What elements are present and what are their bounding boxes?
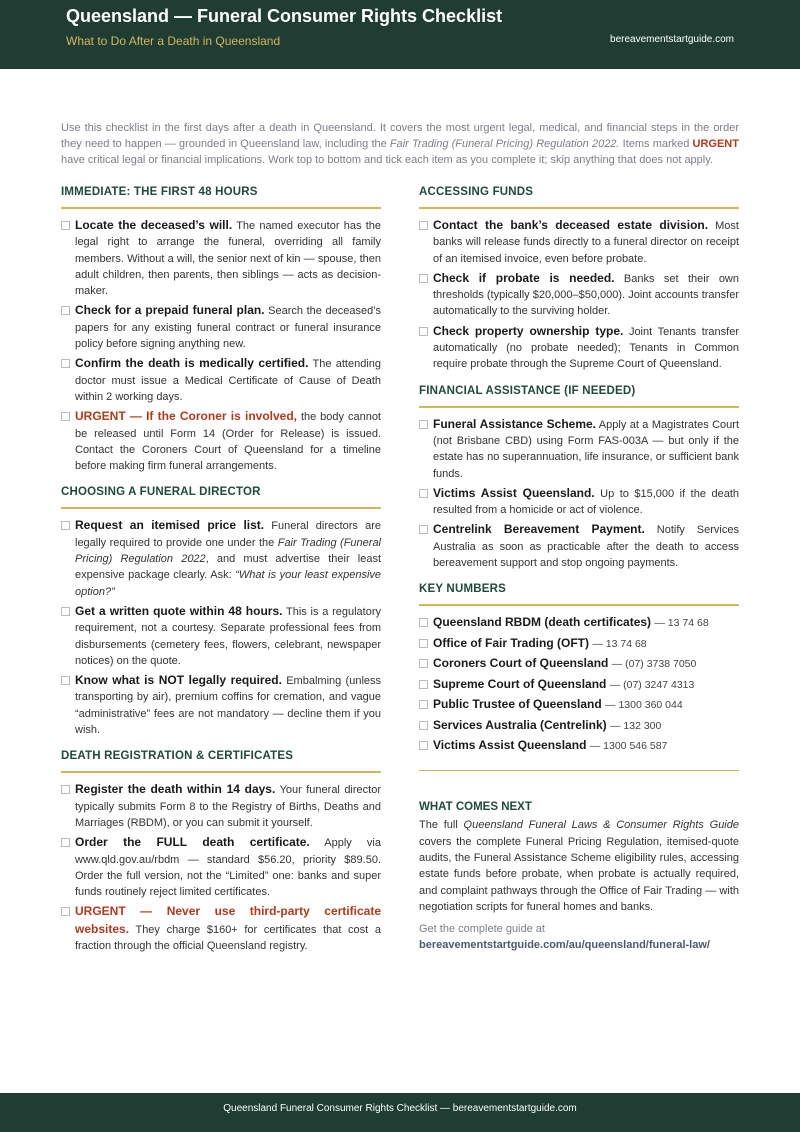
section-divider — [419, 770, 739, 771]
item-lead: Register the death within 14 days. — [75, 782, 276, 797]
checklist-item — [419, 485, 739, 519]
checkbox[interactable] — [61, 907, 70, 916]
contact-item — [419, 696, 739, 713]
section-assistance — [419, 385, 739, 572]
contact-item — [419, 614, 739, 631]
item-text: Search the deceased’s papers for any existing funeral contract or funeral insurance policy before signing anything new. — [75, 305, 381, 351]
item-text: The attending doctor must issue a Medical Certificate of Cause of Death within 2 working days. — [75, 358, 382, 403]
item-lead: Get a written quote within 48 hours. — [75, 603, 283, 618]
item-text: Most banks will release funds directly to a funeral director on receipt of an itemised invoice, even before probate. — [433, 220, 739, 265]
checkbox[interactable] — [419, 700, 428, 709]
item-quote: “What is your least expensive option?” — [75, 569, 381, 598]
checkbox[interactable] — [61, 785, 70, 794]
checkbox[interactable] — [61, 359, 70, 368]
checkbox[interactable] — [61, 412, 70, 421]
intro-text-2: Items marked — [619, 138, 693, 150]
checkbox[interactable] — [419, 489, 428, 498]
item-lead: Check property ownership type. — [433, 323, 624, 338]
contact-item — [419, 737, 739, 754]
what-next-text: The full — [419, 819, 464, 832]
checkbox[interactable] — [419, 221, 428, 230]
contact-number: — (07) 3738 7050 — [611, 658, 697, 671]
checklist-item — [61, 517, 381, 599]
section-funds — [419, 186, 739, 373]
contact-name: Victims Assist Queensland — [433, 738, 587, 753]
checkbox[interactable] — [419, 639, 428, 648]
checklist-item — [419, 217, 739, 267]
contact-item — [419, 655, 739, 672]
left-column — [61, 186, 381, 966]
intro-law-title: Fair Trading (Funeral Pricing) Regulation 2022. — [389, 138, 620, 150]
checklist-item — [61, 603, 381, 669]
intro-text-3: have critical legal or financial implications. Work top to bottom and tick each item as you complete it; skip anything that does not apply. — [61, 154, 713, 166]
contact-name: Public Trustee of Queensland — [433, 697, 602, 712]
footer-text: Queensland Funeral Consumer Rights Checklist — bereavementstartguide.com — [223, 1103, 577, 1114]
checklist-item — [419, 521, 739, 571]
item-text: Up to $15,000 if the death resulted from a homicide or act of violence. — [433, 487, 740, 517]
contact-number: — 132 300 — [609, 719, 662, 732]
checklist-item — [419, 270, 739, 320]
section-title: DEATH REGISTRATION & CERTIFICATES — [61, 750, 381, 773]
item-text: The named executor has the legal right to arrange the funeral, overriding all family members. Without a will, the senior next of kin — spouse, then adult children, then parents, then siblings — acts as decision-maker. — [75, 220, 381, 298]
item-lead-urgent: URGENT — If the Coroner is involved, — [75, 409, 297, 424]
what-next-body — [419, 817, 739, 915]
item-text: They charge $160+ for certificates that cost a fraction through the official Queensland registry. — [75, 923, 381, 952]
section-title: ACCESSING FUNDS — [419, 186, 739, 209]
checklist-item — [419, 323, 739, 373]
checkbox[interactable] — [61, 306, 70, 315]
checkbox[interactable] — [61, 676, 70, 685]
contact-number: — 1300 546 587 — [589, 740, 668, 753]
item-text: the body cannot be released until Form 14 (Order for Release) is issued. Contact the Coroners Court of Queensland for a timeline before making firm funeral arrangements. — [75, 411, 381, 473]
contact-name: Coroners Court of Queensland — [433, 656, 609, 671]
item-lead: Order the FULL death certificate. — [75, 835, 310, 850]
item-text: Apply at a Magistrates Court (not Brisbane CBD) using Form FAS-003A — but only if the estate has no superannuation, life insurance, or sufficient bank funds. — [433, 418, 739, 480]
contact-name: Queensland RBDM (death certificates) — [433, 615, 652, 630]
guide-label: Get the complete guide at — [419, 923, 545, 936]
intro-text-1: Use this checklist in the first days after a death in Queensland. It covers the most urgent legal, medical, and financial steps in the order they need to happen — grounded in Queensland law, including the — [61, 122, 739, 150]
page-footer — [0, 1093, 800, 1132]
section-registration — [61, 750, 381, 954]
checkbox[interactable] — [419, 721, 428, 730]
contact-number: — 1300 360 044 — [605, 699, 683, 712]
checkbox[interactable] — [419, 327, 428, 336]
checklist-item-urgent — [61, 408, 381, 474]
checkbox[interactable] — [419, 659, 428, 668]
checklist-item — [419, 416, 739, 482]
page-subtitle: What to Do After a Death in Queensland — [66, 34, 281, 48]
checkbox[interactable] — [61, 838, 70, 847]
section-what-next — [419, 801, 739, 953]
contact-name: Services Australia (Centrelink) — [433, 717, 607, 732]
contact-number: — 13 74 68 — [654, 617, 709, 630]
contact-number: — (07) 3247 4313 — [609, 678, 695, 691]
item-lead: Locate the deceased’s will. — [75, 218, 233, 232]
item-text: Banks set their own thresholds (typically $20,000–$50,000). Joint accounts transfer automatically to the surviving holder. — [433, 272, 739, 318]
item-lead: Know what is NOT legally required. — [75, 673, 282, 688]
item-text: Apply via www.qld.gov.au/rbdm — standard $56.20, priority $89.50. Order the full version, not the “Limited” one: banks and super funds routinely reject limited certificates. — [75, 837, 381, 899]
guide-title: Queensland Funeral Laws & Consumer Rights Guide — [463, 819, 739, 832]
section-immediate — [61, 186, 381, 474]
page-header — [0, 0, 800, 69]
checkbox[interactable] — [419, 618, 428, 627]
checkbox[interactable] — [61, 607, 70, 616]
item-text: Embalming (unless transporting by air), premium coffins for cremation, and vague “administrative” fees are not mandatory — decline them if you wish. — [75, 675, 382, 737]
item-lead: Contact the bank’s deceased estate division. — [433, 218, 709, 232]
right-column — [419, 186, 739, 953]
checkbox[interactable] — [419, 741, 428, 750]
section-title: CHOOSING A FUNERAL DIRECTOR — [61, 486, 381, 509]
contact-item — [419, 635, 739, 652]
what-next-text: covers the complete Funeral Pricing Regulation, itemised-quote audits, the Funeral Assistance Scheme eligibility rules, accessing estate funds before probate, when probate is actually required, and complaint pathways through the Office of Fair Trading — with negotiation scripts for funeral homes and banks. — [419, 835, 739, 913]
guide-link[interactable]: bereavementstartguide.com/au/queensland/funeral-law/ — [419, 939, 710, 952]
checklist-item — [61, 355, 381, 405]
item-lead-urgent: URGENT — Never use third-party certificate websites. — [75, 904, 381, 936]
item-text: Joint Tenants transfer automatically (no probate needed); Tenants in Common require probate through the Supreme Court of Queensland. — [433, 325, 739, 371]
contact-item — [419, 676, 739, 693]
section-title: KEY NUMBERS — [419, 583, 739, 606]
checkbox[interactable] — [419, 274, 428, 283]
contact-item — [419, 717, 739, 734]
item-lead: Request an itemised price list. — [75, 518, 265, 533]
item-lead: Funeral Assistance Scheme. — [433, 416, 596, 431]
checkbox[interactable] — [61, 521, 70, 530]
checkbox[interactable] — [419, 420, 428, 429]
section-key-numbers — [419, 583, 739, 771]
item-lead: Check if probate is needed. — [433, 270, 615, 285]
item-lead: Confirm the death is medically certified. — [75, 356, 309, 371]
section-title: IMMEDIATE: THE FIRST 48 HOURS — [61, 186, 381, 209]
item-lead: Victims Assist Queensland. — [433, 485, 595, 500]
checkbox[interactable] — [61, 221, 70, 230]
item-lead: Centrelink Bereavement Payment. — [433, 522, 645, 537]
checklist-item-urgent — [61, 903, 381, 954]
checklist-item — [61, 834, 381, 900]
item-text: , and must advertise their least expensive package clearly. Ask: — [75, 553, 382, 582]
item-law-title: Fair Trading (Funeral Pricing) Regulation 2022 — [75, 536, 382, 566]
contact-name: Office of Fair Trading (OFT) — [433, 635, 589, 650]
checklist-item — [61, 672, 381, 738]
item-text: Your funeral director typically submits Form 8 to the Registry of Births, Deaths and Marriages (RBDM), or you can submit it yourself. — [75, 784, 381, 829]
checklist-item — [61, 302, 381, 352]
section-title: WHAT COMES NEXT — [419, 801, 532, 814]
item-text: Notify Services Australia as soon as practicable after the death to access bereavement support and stop ongoing payments. — [433, 524, 739, 570]
section-director — [61, 486, 381, 738]
checklist-item — [61, 217, 381, 299]
section-title: FINANCIAL ASSISTANCE (IF NEEDED) — [419, 385, 739, 408]
item-lead: Check for a prepaid funeral plan. — [75, 303, 265, 318]
item-text: Funeral directors are legally required to provide one under the — [75, 520, 381, 549]
checklist-item — [61, 781, 381, 831]
item-text: This is a regulatory requirement, not a courtesy. Separate professional fees from disbursements (cemetery fees, flowers, celebrant, newspaper notices) on the quote. — [75, 605, 381, 667]
checkbox[interactable] — [419, 525, 428, 534]
header-site-link[interactable]: bereavementstartguide.com — [610, 34, 734, 45]
contact-name: Supreme Court of Queensland — [433, 676, 607, 691]
checkbox[interactable] — [419, 680, 428, 689]
contact-number: — 13 74 68 — [592, 637, 647, 650]
intro-paragraph — [61, 120, 739, 168]
page-title: Queensland — Funeral Consumer Rights Checklist — [66, 6, 503, 26]
intro-urgent-word: URGENT — [692, 138, 739, 150]
